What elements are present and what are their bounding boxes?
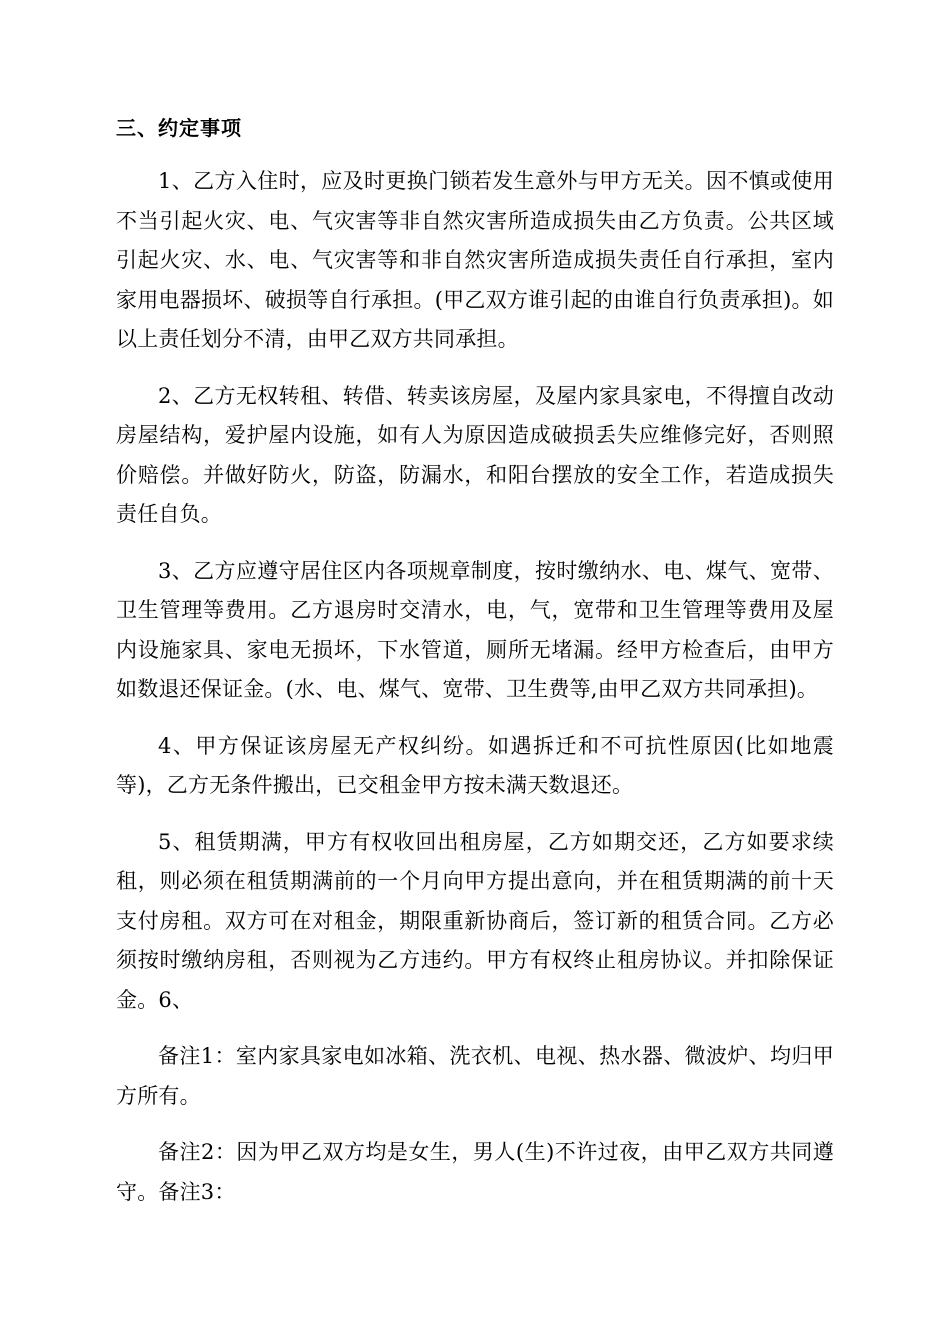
clause-5-paragraph: 5、租赁期满，甲方有权收回出租房屋，乙方如期交还，乙方如要求续租，则必须在租赁期满前的一个月向甲方提出意向，并在租赁期满的前十天支付房租。双方可在对租金，期限重新协商后，签订新的租赁合同。乙方必须按时缴纳房租，否则视为乙方违约。甲方有权终止租房协议。并扣除保证金。6、 (116, 829, 834, 1012)
clause-2-paragraph: 2、乙方无权转租、转借、转卖该房屋，及屋内家具家电，不得擅自改动房屋结构，爱护屋内设施，如有人为原因造成破损丢失应维修完好，否则照价赔偿。并做好防火，防盗，防漏水，和阳台摆放的安全工作，若造成损失责任自负。 (116, 383, 834, 526)
clause-3-paragraph: 3、乙方应遵守居住区内各项规章制度，按时缴纳水、电、煤气、宽带、卫生管理等费用。乙方退房时交清水，电，气，宽带和卫生管理等费用及屋内设施家具、家电无损坏，下水管道，厕所无堵漏。经甲方检查后，由甲方如数退还保证金。(水、电、煤气、宽带、卫生费等,由甲乙双方共同承担)。 (116, 558, 834, 701)
note-1-paragraph: 备注1：室内家具家电如冰箱、洗衣机、电视、热水器、微波炉、均归甲方所有。 (116, 1044, 834, 1108)
clause-1-paragraph: 1、乙方入住时，应及时更换门锁若发生意外与甲方无关。因不慎或使用不当引起火灾、电、气灾害等非自然灾害所造成损失由乙方负责。公共区域引起火灾、水、电、气灾害等和非自然灾害所造成损失责任自行承担，室内家用电器损坏、破损等自行承担。(甲乙双方谁引起的由谁自行负责承担)。如以上责任划分不清，由甲乙双方共同承担。 (116, 169, 834, 351)
note-2-paragraph: 备注2：因为甲乙双方均是女生，男人(生)不许过夜，由甲乙双方共同遵守。备注3： (116, 1140, 834, 1204)
clause-4-paragraph: 4、甲方保证该房屋无产权纠纷。如遇拆迁和不可抗性原因(比如地震等)，乙方无条件搬出，已交租金甲方按未满天数退还。 (116, 733, 834, 797)
document-body (116, 108, 834, 1229)
section-heading: 三、约定事项 (116, 116, 242, 140)
